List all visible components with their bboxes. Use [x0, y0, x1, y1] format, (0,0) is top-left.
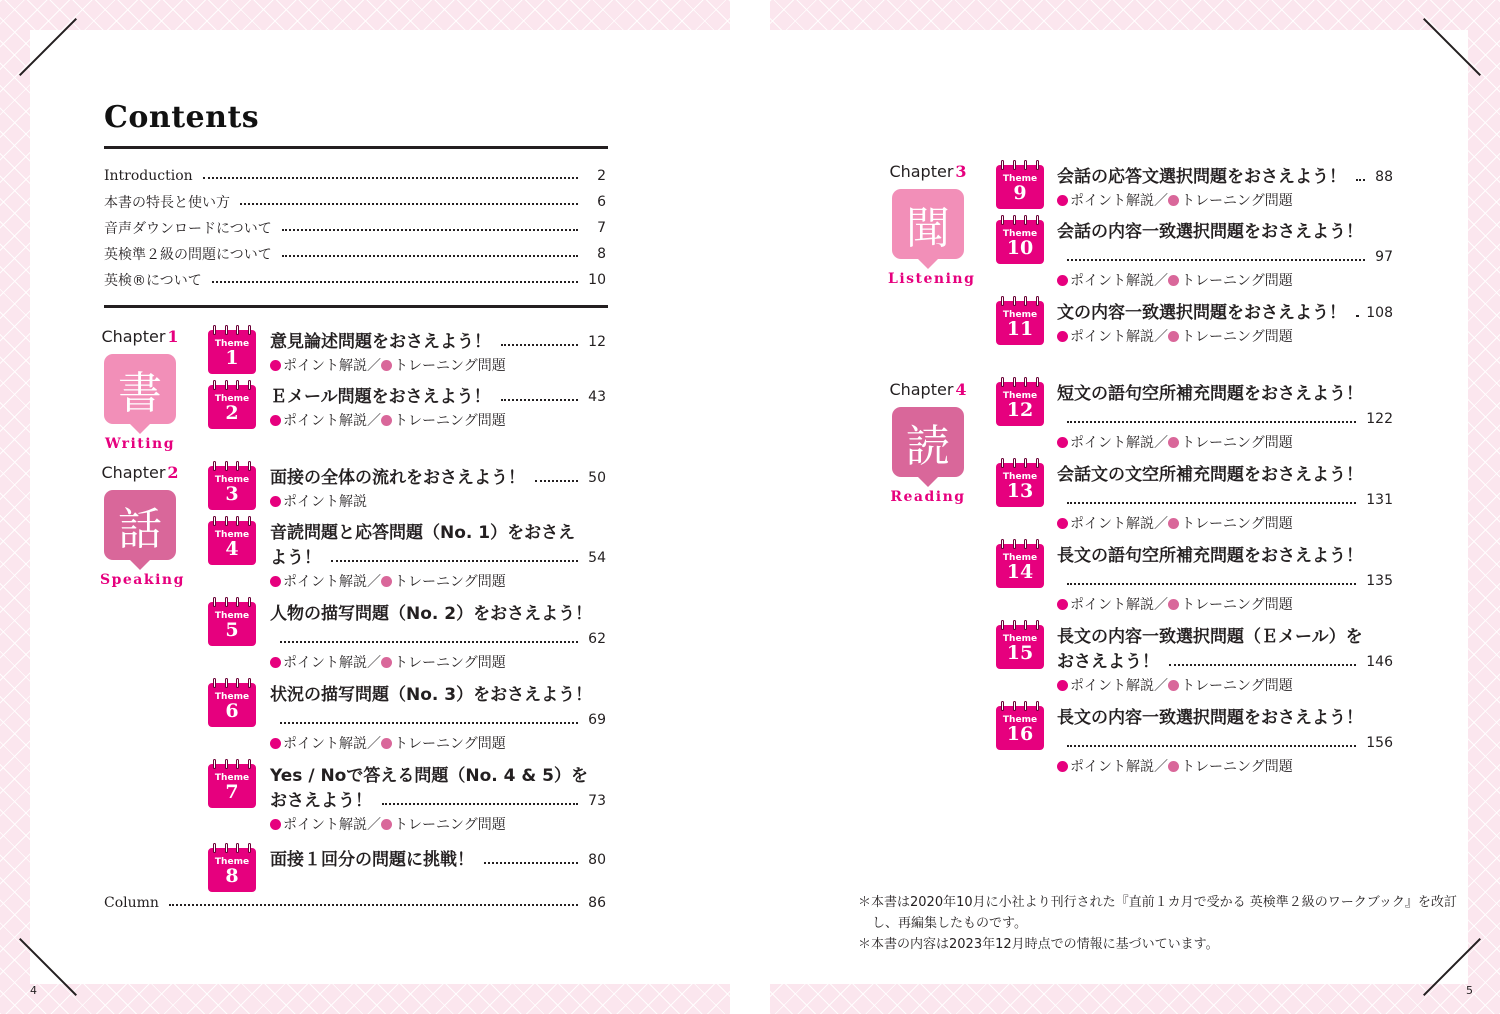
sub-separator: ／ [367, 736, 381, 752]
toc-row-theme-8[interactable] [270, 848, 606, 873]
toc-row-about-eiken[interactable] [104, 269, 606, 291]
theme-title: 状況の描写問題（No. 3）をおさえよう！ [270, 685, 593, 705]
theme-word: Theme [1002, 634, 1038, 644]
sub-training-label: トレーニング問題 [394, 413, 506, 429]
theme-title: 会話文の文空所補充問題をおさえよう！ [1057, 465, 1363, 485]
theme-title: 短文の語句空所補充問題をおさえよう！ [1057, 384, 1363, 404]
theme-6-badge-icon [208, 683, 256, 727]
sub-point-label: ポイント解説 [283, 736, 367, 752]
theme-subitems [270, 410, 606, 432]
theme-title: 会話の内容一致選択問題をおさえよう！ [1057, 222, 1363, 242]
dot-leader [484, 862, 578, 864]
sub-separator: ／ [367, 358, 381, 374]
sub-training-label: トレーニング問題 [1181, 193, 1293, 209]
dot-leader [1067, 745, 1356, 747]
bullet-dot-icon [270, 360, 281, 371]
page-title: Contents [104, 100, 260, 135]
bullet-dot-icon [1168, 195, 1179, 206]
bullet-dot-icon [270, 738, 281, 749]
bullet-dot-icon [1057, 680, 1068, 691]
chapter-english-name: Listening [888, 271, 976, 287]
bullet-dot-icon [381, 657, 392, 668]
sub-separator: ／ [1154, 516, 1168, 532]
sub-point-label: ポイント解説 [1070, 435, 1154, 451]
theme-subitems [270, 491, 606, 513]
theme-16-badge-icon [996, 706, 1044, 750]
theme-title: 面接の全体の流れをおさえよう！ [270, 468, 525, 488]
theme-number: 8 [225, 865, 239, 887]
sub-separator: ／ [1154, 273, 1168, 289]
theme-subitems [1057, 432, 1393, 454]
theme-title: Ｅメール問題をおさえよう！ [270, 387, 491, 407]
bullet-dot-icon [1168, 761, 1179, 772]
theme-title: 長文の内容一致選択問題（Ｅメール）を [1057, 627, 1363, 647]
bullet-dot-icon [1168, 437, 1179, 448]
theme-subitems [270, 652, 606, 674]
theme-subitems [1057, 594, 1393, 616]
bullet-dot-icon [1057, 195, 1068, 206]
bullet-dot-icon [270, 576, 281, 587]
theme-title: 意見論述問題をおさえよう！ [270, 332, 491, 352]
toc-page: 135 [1366, 573, 1393, 589]
bullet-dot-icon [381, 415, 392, 426]
toc-page: 86 [588, 895, 606, 911]
theme-number: 2 [225, 402, 239, 424]
theme-word: Theme [1002, 715, 1038, 725]
theme-word: Theme [1002, 391, 1038, 401]
toc-row-features[interactable] [104, 191, 606, 213]
theme-1-badge-icon [208, 330, 256, 374]
theme-title: おさえよう！ [1057, 652, 1159, 672]
toc-page: 2 [597, 168, 606, 184]
toc-row-theme-2[interactable] [270, 385, 606, 432]
dot-leader [280, 641, 578, 643]
bullet-dot-icon [1168, 275, 1179, 286]
sub-point-label: ポイント解説 [1070, 273, 1154, 289]
bullet-dot-icon [1168, 331, 1179, 342]
sub-point-label: ポイント解説 [1070, 193, 1154, 209]
theme-word: Theme [214, 857, 250, 867]
sub-separator: ／ [1154, 193, 1168, 209]
sub-training-label: トレーニング問題 [394, 574, 506, 590]
toc-row-theme-10[interactable] [1057, 220, 1393, 292]
theme-12-badge-icon [996, 382, 1044, 426]
chapter-3-block [888, 162, 976, 287]
chapter-english-name: Reading [890, 489, 966, 505]
page-number-right: 5 [1466, 984, 1473, 997]
theme-11-badge-icon [996, 301, 1044, 345]
dot-leader [331, 560, 578, 562]
toc-page: 43 [588, 389, 606, 405]
chapter-label: Chapter 4 [889, 380, 967, 399]
theme-number: 1 [225, 347, 239, 369]
theme-word: Theme [214, 530, 250, 540]
sub-separator: ／ [1154, 678, 1168, 694]
theme-subitems [270, 571, 606, 593]
toc-row-theme-12[interactable] [1057, 382, 1393, 454]
toc-page: 6 [597, 194, 606, 210]
theme-7-badge-icon [208, 764, 256, 808]
sub-point-label: ポイント解説 [283, 494, 367, 510]
theme-3-badge-icon [208, 466, 256, 510]
sub-point-label: ポイント解説 [1070, 597, 1154, 613]
sub-point-label: ポイント解説 [1070, 678, 1154, 694]
dot-leader [282, 255, 578, 257]
theme-10-badge-icon [996, 220, 1044, 264]
toc-page: 156 [1366, 735, 1393, 751]
toc-row-exam-questions[interactable] [104, 243, 606, 265]
dot-leader [212, 281, 578, 283]
theme-title: よう！ [270, 548, 321, 568]
sub-separator: ／ [367, 655, 381, 671]
listening-kanji-icon: 聞 [892, 189, 964, 259]
chapter-label: Chapter 3 [889, 162, 967, 181]
theme-subitems [1057, 756, 1393, 778]
dot-leader [1067, 421, 1356, 423]
theme-title: 面接１回分の問題に挑戦！ [270, 850, 474, 870]
toc-row-theme-9[interactable] [1057, 165, 1393, 212]
toc-row-theme-4[interactable] [270, 521, 606, 593]
sub-separator: ／ [1154, 759, 1168, 775]
toc-page: 97 [1375, 249, 1393, 265]
page-gutter [730, 0, 770, 1014]
sub-training-label: トレーニング問題 [1181, 759, 1293, 775]
writing-kanji-icon: 書 [104, 354, 176, 424]
toc-page: 88 [1375, 169, 1393, 185]
toc-row-theme-14[interactable] [1057, 544, 1393, 616]
toc-page: 54 [588, 550, 606, 566]
bullet-dot-icon [270, 415, 281, 426]
chapter-2-block [100, 463, 185, 588]
toc-row-theme-5[interactable] [270, 602, 606, 674]
theme-15-badge-icon [996, 625, 1044, 669]
theme-number: 13 [1006, 480, 1034, 502]
theme-word: Theme [214, 692, 250, 702]
theme-number: 11 [1006, 318, 1034, 340]
sub-training-label: トレーニング問題 [1181, 329, 1293, 345]
dot-leader [282, 229, 578, 231]
theme-8-badge-icon [208, 848, 256, 892]
theme-subitems [270, 733, 606, 755]
toc-page: 50 [588, 470, 606, 486]
sub-training-label: トレーニング問題 [1181, 597, 1293, 613]
theme-subitems [1057, 513, 1393, 535]
sub-point-label: ポイント解説 [283, 358, 367, 374]
dot-leader [203, 177, 578, 179]
sub-point-label: ポイント解説 [283, 413, 367, 429]
dot-leader [501, 399, 578, 401]
toc-page: 69 [588, 712, 606, 728]
toc-page: 10 [588, 272, 606, 288]
toc-page: 108 [1366, 305, 1393, 321]
sub-separator: ／ [367, 817, 381, 833]
bullet-dot-icon [270, 657, 281, 668]
toc-page: 80 [588, 852, 606, 868]
chapter-1-block [100, 327, 180, 452]
theme-13-badge-icon [996, 463, 1044, 507]
theme-word: Theme [1002, 553, 1038, 563]
theme-9-badge-icon [996, 165, 1044, 209]
toc-label: 本書の特長と使い方 [104, 195, 230, 211]
theme-number: 10 [1006, 237, 1034, 259]
sub-point-label: ポイント解説 [283, 655, 367, 671]
theme-4-badge-icon [208, 521, 256, 565]
dot-leader [382, 803, 578, 805]
theme-word: Theme [1002, 310, 1038, 320]
sub-separator: ／ [1154, 435, 1168, 451]
theme-word: Theme [1002, 174, 1038, 184]
sub-separator: ／ [1154, 597, 1168, 613]
page-number-left: 4 [30, 984, 37, 997]
dot-leader [1169, 664, 1356, 666]
theme-title: 音読問題と応答問題（No. 1）をおさえ [270, 523, 576, 543]
bullet-dot-icon [1057, 761, 1068, 772]
bullet-dot-icon [381, 819, 392, 830]
footnotes [858, 892, 1458, 955]
theme-14-badge-icon [996, 544, 1044, 588]
toc-row-introduction[interactable] [104, 165, 606, 187]
toc-row-theme-3[interactable] [270, 466, 606, 513]
theme-number: 9 [1013, 182, 1027, 204]
theme-subitems [270, 814, 606, 836]
sub-point-label: ポイント解説 [1070, 329, 1154, 345]
theme-title: 人物の描写問題（No. 2）をおさえよう！ [270, 604, 593, 624]
title-rule [104, 146, 608, 149]
sub-training-label: トレーニング問題 [394, 655, 506, 671]
theme-word: Theme [214, 475, 250, 485]
theme-number: 16 [1006, 723, 1034, 745]
chapter-english-name: Writing [104, 436, 176, 452]
chapter-label: Chapter 2 [101, 463, 179, 482]
toc-page: 131 [1366, 492, 1393, 508]
toc-row-theme-13[interactable] [1057, 463, 1393, 535]
bullet-dot-icon [1168, 680, 1179, 691]
theme-number: 4 [225, 538, 239, 560]
theme-title: Yes / Noで答える問題（No. 4 & 5）を [270, 766, 588, 786]
dot-leader [280, 722, 578, 724]
theme-word: Theme [214, 611, 250, 621]
bullet-dot-icon [381, 360, 392, 371]
dot-leader [501, 344, 578, 346]
dot-leader [1356, 179, 1365, 181]
dot-leader [169, 904, 578, 906]
toc-row-theme-11[interactable] [1057, 301, 1393, 348]
toc-page: 62 [588, 631, 606, 647]
dot-leader [1067, 502, 1356, 504]
toc-row-theme-6[interactable] [270, 683, 606, 755]
theme-number: 3 [225, 483, 239, 505]
dot-leader [240, 203, 578, 205]
dot-leader [1067, 259, 1365, 261]
theme-subitems [1057, 190, 1393, 212]
sub-training-label: トレーニング問題 [394, 736, 506, 752]
theme-number: 15 [1006, 642, 1034, 664]
bullet-dot-icon [1057, 331, 1068, 342]
theme-subitems [1057, 675, 1393, 697]
toc-label: Column [104, 895, 159, 911]
dot-leader [1067, 583, 1356, 585]
reading-kanji-icon: 読 [892, 407, 964, 477]
toc-row-theme-15[interactable] [1057, 625, 1393, 697]
speaking-kanji-icon: 話 [104, 490, 176, 560]
toc-row-audio[interactable] [104, 217, 606, 239]
sub-separator: ／ [1154, 329, 1168, 345]
toc-label: 英検準２級の問題について [104, 247, 272, 263]
toc-label: 音声ダウンロードについて [104, 221, 272, 237]
bullet-dot-icon [381, 738, 392, 749]
theme-number: 12 [1006, 399, 1034, 421]
theme-number: 6 [225, 700, 239, 722]
sub-point-label: ポイント解説 [1070, 516, 1154, 532]
theme-number: 7 [225, 781, 239, 803]
bullet-dot-icon [1057, 275, 1068, 286]
theme-title: 長文の語句空所補充問題をおさえよう！ [1057, 546, 1363, 566]
bullet-dot-icon [1057, 518, 1068, 529]
bullet-dot-icon [1057, 599, 1068, 610]
toc-label: 英検®について [104, 273, 202, 289]
theme-5-badge-icon [208, 602, 256, 646]
sub-training-label: トレーニング問題 [394, 358, 506, 374]
chapter-english-name: Speaking [100, 572, 185, 588]
theme-word: Theme [1002, 472, 1038, 482]
bullet-dot-icon [1168, 518, 1179, 529]
bullet-dot-icon [381, 576, 392, 587]
theme-2-badge-icon [208, 385, 256, 429]
toc-row-theme-16[interactable] [1057, 706, 1393, 778]
theme-title: おさえよう！ [270, 791, 372, 811]
theme-number: 14 [1006, 561, 1034, 583]
theme-title: 文の内容一致選択問題をおさえよう！ [1057, 303, 1346, 323]
sub-training-label: トレーニング問題 [1181, 435, 1293, 451]
bullet-dot-icon [1057, 437, 1068, 448]
sub-point-label: ポイント解説 [283, 574, 367, 590]
bullet-dot-icon [270, 819, 281, 830]
sub-training-label: トレーニング問題 [1181, 678, 1293, 694]
toc-page: 7 [597, 220, 606, 236]
footnote: ＊本書は2020年10月に小社より刊行された『直前１カ月で受かる 英検準２級のワークブック』を改訂し、再編集したものです。 [858, 895, 1457, 931]
toc-page: 122 [1366, 411, 1393, 427]
theme-word: Theme [214, 773, 250, 783]
toc-row-theme-7[interactable] [270, 764, 606, 836]
theme-subitems [270, 355, 606, 377]
toc-page: 12 [588, 334, 606, 350]
toc-page: 73 [588, 793, 606, 809]
sub-training-label: トレーニング問題 [1181, 516, 1293, 532]
theme-word: Theme [214, 394, 250, 404]
toc-page: 8 [597, 246, 606, 262]
toc-row-column[interactable] [104, 892, 606, 914]
toc-page: 146 [1366, 654, 1393, 670]
sub-point-label: ポイント解説 [1070, 759, 1154, 775]
chapter-label: Chapter 1 [101, 327, 179, 346]
sub-separator: ／ [367, 413, 381, 429]
toc-label: Introduction [104, 168, 193, 184]
bullet-dot-icon [270, 496, 281, 507]
footnote: ＊本書の内容は2023年12月時点での情報に基づいています。 [858, 937, 1219, 952]
dot-leader [535, 480, 578, 482]
theme-title: 会話の応答文選択問題をおさえよう！ [1057, 167, 1346, 187]
sub-point-label: ポイント解説 [283, 817, 367, 833]
theme-subitems [1057, 270, 1393, 292]
sub-training-label: トレーニング問題 [394, 817, 506, 833]
section-rule [104, 305, 608, 308]
theme-title: 長文の内容一致選択問題をおさえよう！ [1057, 708, 1363, 728]
theme-subitems [1057, 326, 1393, 348]
bullet-dot-icon [1168, 599, 1179, 610]
theme-word: Theme [214, 339, 250, 349]
toc-row-theme-1[interactable] [270, 330, 606, 377]
sub-separator: ／ [367, 574, 381, 590]
chapter-4-block [888, 380, 968, 505]
theme-word: Theme [1002, 229, 1038, 239]
theme-number: 5 [225, 619, 239, 641]
sub-training-label: トレーニング問題 [1181, 273, 1293, 289]
